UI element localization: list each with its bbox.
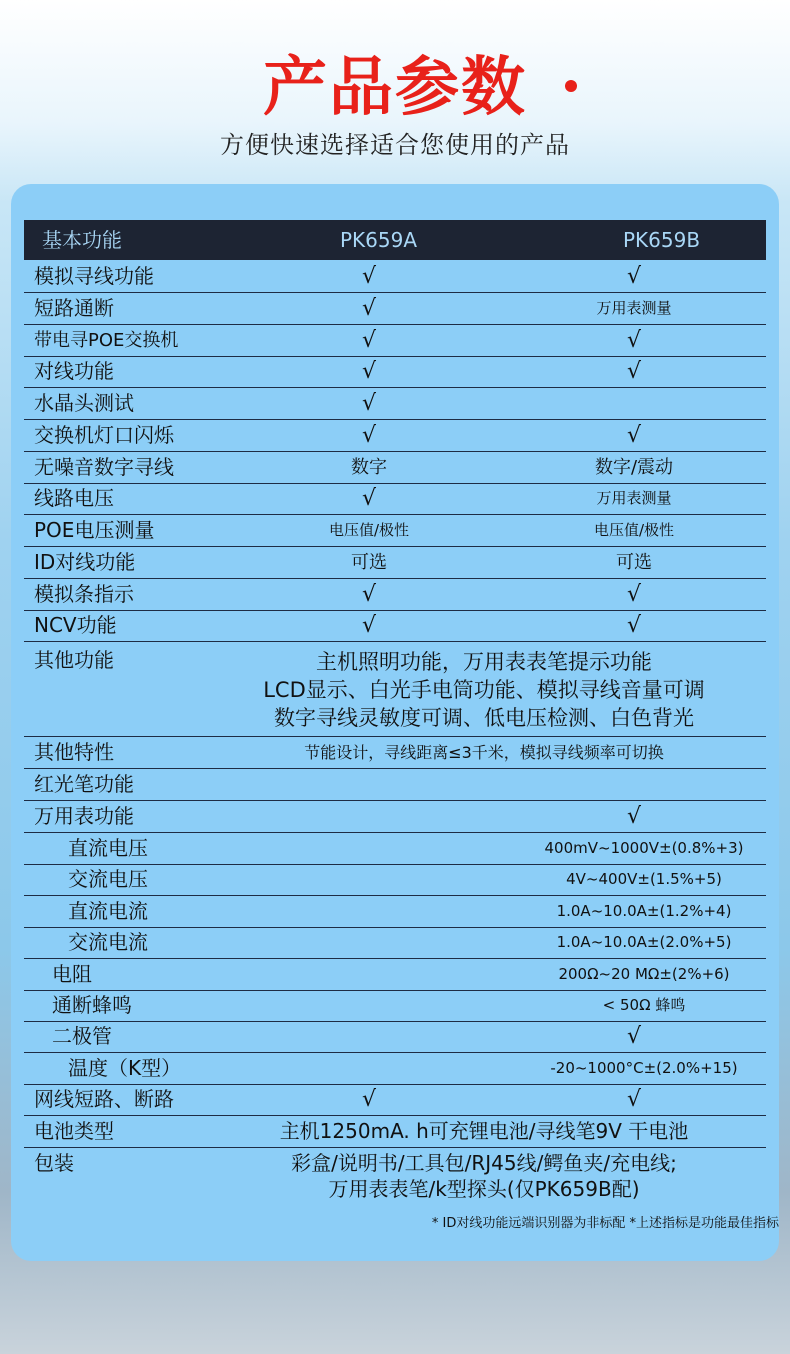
other-functions-line-2: LCD显示、白光手电筒功能、模拟寻线音量可调 [263, 678, 705, 702]
table-row [24, 579, 766, 611]
table-row [24, 293, 766, 325]
row-label: 直流电压 [68, 836, 148, 860]
model-b-value: √ [626, 1024, 642, 1050]
model-b-value: √ [626, 422, 642, 448]
model-b-value: 数字/震动 [594, 456, 674, 478]
battery-value: 主机1250mA. h可充锂电池/寻线笔9V 干电池 [279, 1119, 689, 1143]
table-row [24, 483, 766, 515]
page-title: 产品参数 [263, 51, 527, 125]
row-label: 通断蜂鸣 [52, 993, 132, 1017]
model-a-value: √ [361, 327, 377, 353]
title-dot [565, 80, 577, 92]
model-a-value: 可选 [351, 551, 387, 573]
other-functions-line-3: 数字寻线灵敏度可调、低电压检测、白色背光 [274, 706, 694, 730]
row-battery [24, 1116, 766, 1148]
model-a-value: √ [361, 295, 377, 321]
model-b-value: √ [626, 581, 642, 607]
model-a-value: √ [361, 264, 377, 289]
row-label: 电阻 [52, 961, 92, 986]
table-row [24, 610, 766, 642]
table-row [24, 547, 766, 579]
model-b-value: < 50Ω 蜂鸣 [602, 996, 686, 1014]
model-b-value: 电压值/极性 [593, 521, 675, 539]
row-label: POE电压测量 [34, 518, 155, 542]
multimeter-row [24, 927, 766, 959]
table-row [24, 515, 766, 547]
other-features-value: 节能设计，寻线距离≤3千米，模拟寻线频率可切换 [304, 743, 664, 762]
row-label: 模拟寻线功能 [34, 264, 154, 288]
model-a-value: √ [361, 613, 377, 639]
model-b-value: 400mV~1000V±(0.8%+3) [544, 839, 744, 857]
model-b-value: 4V~400V±(1.5%+5) [566, 870, 722, 889]
row-label: 无噪音数字寻线 [34, 454, 174, 479]
row-multimeter [24, 801, 766, 833]
row-label: 包装 [34, 1151, 74, 1175]
multimeter-row [24, 864, 766, 896]
row-label: 带电寻POE交换机 [34, 329, 179, 351]
row-label: 交换机灯口闪烁 [34, 422, 174, 447]
row-red-pen [24, 769, 766, 801]
header-basic-function: 基本功能 [42, 228, 122, 252]
package-line-2: 万用表表笔/k型探头(仅PK659B配) [328, 1177, 640, 1201]
multimeter-row [24, 896, 766, 928]
model-b-value: √ [626, 359, 642, 385]
row-label: 万用表功能 [34, 804, 134, 828]
row-label: 二极管 [52, 1024, 112, 1049]
table-row [24, 388, 766, 420]
model-a-value: √ [361, 391, 377, 416]
table-row [24, 261, 766, 293]
row-label: NCV功能 [34, 613, 117, 638]
model-b-value: 1.0A~10.0A±(2.0%+5) [556, 933, 732, 952]
model-a-value: 数字 [351, 456, 387, 478]
row-label: 其他特性 [34, 740, 114, 764]
model-b-value: 200Ω~20 MΩ±(2%+6) [558, 964, 730, 983]
row-label: 红光笔功能 [34, 772, 134, 796]
model-b-value: √ [626, 613, 642, 639]
row-label: 短路通断 [34, 295, 114, 320]
row-package [24, 1148, 766, 1204]
page-subtitle: 方便快速选择适合您使用的产品 [220, 131, 570, 159]
model-b-value: -20~1000°C±(2.0%+15) [550, 1058, 738, 1077]
model-a-value: √ [361, 486, 377, 512]
table-row [24, 325, 766, 357]
row-label: 网线短路、断路 [34, 1087, 174, 1111]
table-row [24, 420, 766, 452]
model-b-value: 万用表测量 [596, 489, 672, 508]
row-label: 交流电压 [68, 867, 148, 892]
model-a-value: √ [361, 581, 377, 607]
row-cable-short [24, 1084, 766, 1116]
row-label: 电池类型 [34, 1119, 114, 1143]
model-b-value: √ [626, 264, 642, 289]
row-label: 交流电流 [68, 930, 148, 955]
model-b-value: 可选 [616, 551, 652, 573]
model-a-value: √ [361, 422, 377, 448]
multimeter-row [24, 1021, 766, 1053]
model-b-value: √ [626, 327, 642, 353]
footnote: * ID对线功能远端识别器为非标配 *上述指标是功能最佳指标 [431, 1216, 779, 1231]
package-line-1: 彩盒/说明书/工具包/RJ45线/鳄鱼夹/充电线; [291, 1151, 677, 1175]
table-row [24, 452, 766, 484]
model-a-value: 电压值/极性 [328, 521, 410, 539]
row-other-functions [24, 642, 766, 737]
row-label: 对线功能 [34, 359, 114, 384]
model-b-value: 1.0A~10.0A±(1.2%+4) [556, 901, 732, 920]
multimeter-row [24, 833, 766, 865]
multimeter-row [24, 1053, 766, 1085]
table-row [24, 356, 766, 388]
row-label: ID对线功能 [34, 549, 136, 574]
model-b-value: √ [626, 1087, 642, 1112]
multimeter-row [24, 990, 766, 1022]
header-model-b: PK659B [623, 228, 701, 252]
row-label: 线路电压 [34, 486, 114, 511]
row-label: 水晶头测试 [34, 391, 134, 415]
header-model-a: PK659A [340, 228, 418, 252]
other-functions-line-1: 主机照明功能，万用表表笔提示功能 [316, 650, 652, 674]
table-header [24, 220, 766, 260]
model-a-value: √ [361, 359, 377, 385]
model-b-value: √ [626, 804, 642, 829]
model-a-value: √ [361, 1087, 377, 1112]
row-other-features [24, 737, 766, 769]
model-b-value: 万用表测量 [596, 298, 672, 317]
row-label: 温度（K型） [68, 1055, 182, 1080]
row-label: 模拟条指示 [34, 581, 134, 606]
multimeter-row [24, 959, 766, 991]
row-label: 直流电流 [68, 898, 148, 923]
row-label: 其他功能 [34, 648, 114, 672]
